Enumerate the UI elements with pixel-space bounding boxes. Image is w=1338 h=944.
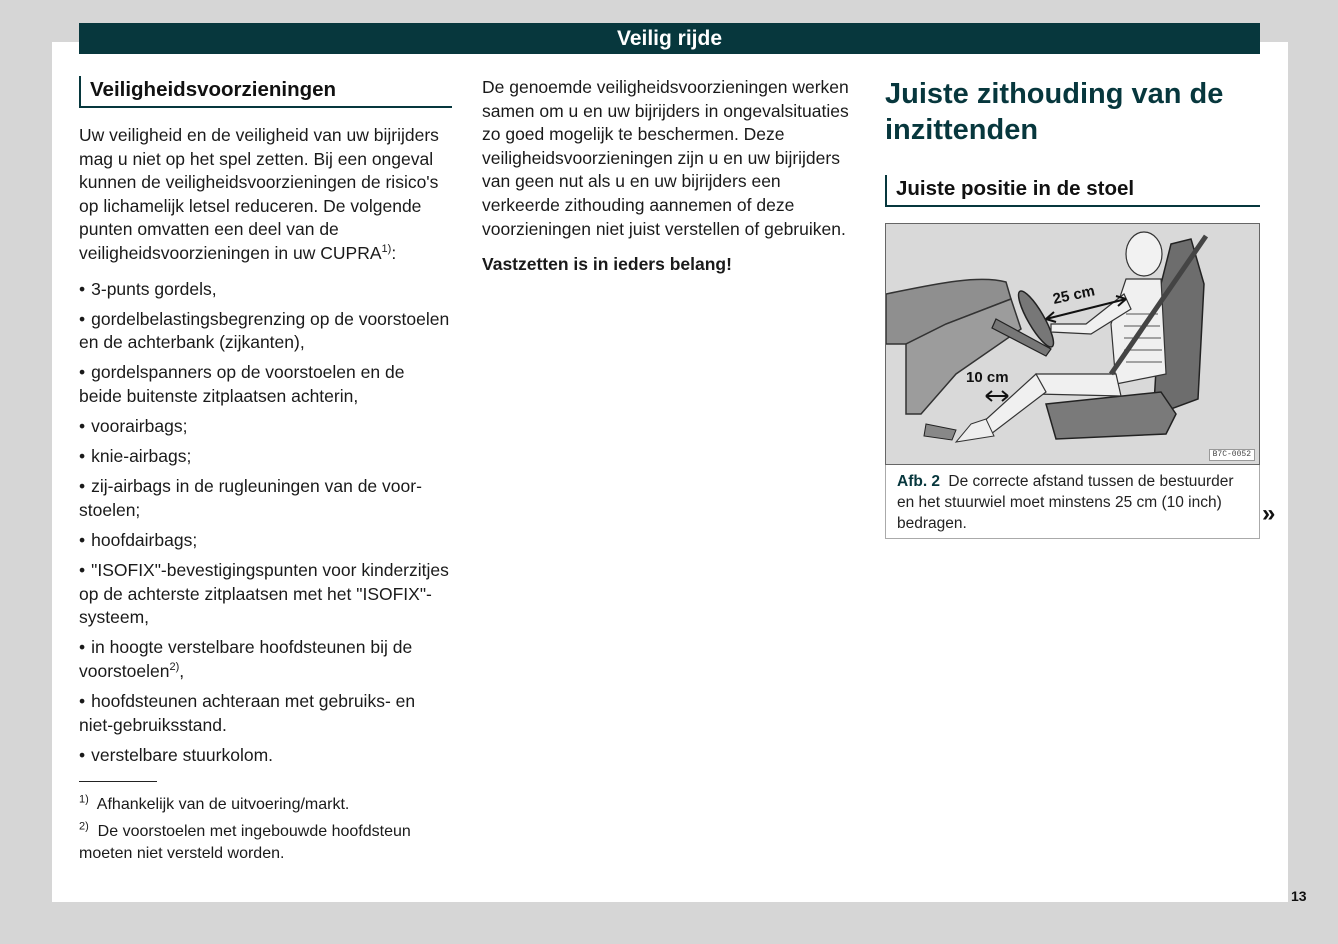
label-10cm: 10 cm xyxy=(966,369,1009,386)
pedal xyxy=(924,424,956,440)
list-item: • knie-airbags; xyxy=(79,445,452,469)
chapter-header: Veilig rijde xyxy=(79,23,1260,54)
safety-feature-list xyxy=(79,278,452,768)
list-item: • hoofdairbags; xyxy=(79,529,452,553)
column-3 xyxy=(885,76,1260,539)
footnote-ref-2: 2) xyxy=(169,661,180,674)
column-2 xyxy=(482,76,856,277)
figure-code: B7C-0052 xyxy=(1209,449,1255,461)
footnote-2 xyxy=(79,821,452,865)
footnote-divider xyxy=(79,781,157,782)
caption-text: De correcte afstand tussen de bestuurder en het stuurwiel moet minstens 25 cm (10 inch) bedragen. xyxy=(897,473,1234,532)
page-title: Juiste zithouding van de inzittenden xyxy=(885,78,1224,146)
footnote-ref-1: 1) xyxy=(381,243,392,256)
column-1 xyxy=(79,76,452,870)
list-item: • 3-punts gordels, xyxy=(79,278,452,302)
driver-illustration xyxy=(886,224,1258,464)
list-item-text: in hoogte verstelbare hoofdsteunen bij de voorstoelen xyxy=(79,637,413,681)
head xyxy=(1126,232,1162,276)
subsection-heading: Juiste positie in de stoel xyxy=(885,175,1260,207)
label-25cm: 25 cm xyxy=(1051,282,1097,308)
footnote-mark: 1) xyxy=(79,793,89,806)
list-item: • hoofdsteunen achteraan met gebruiks- en niet-gebruiksstand. xyxy=(79,690,452,737)
footnote-text: Afhankelijk van de uitvoering/markt. xyxy=(96,796,350,814)
intro-end: : xyxy=(391,242,397,263)
intro-paragraph xyxy=(79,124,452,266)
body-paragraph: De genoemde veiligheidsvoorzieningen werken samen om u en uw bijrijders in ongevalsituaties zo goed mogelijk te beschermen. Deze veiligheidsvoorzieningen zijn u en uw bijrijders van geen nut als u en uw bijrijders een verkeerde zithouding aannemen of deze voorzieningen niet juist verstellen of gebruiken. xyxy=(482,77,849,239)
list-item: • gordelspanners op de voorstoelen en de beide buitenste zitplaatsen achterin, xyxy=(79,361,452,408)
footnote-1 xyxy=(79,794,452,816)
seat-cushion xyxy=(1046,392,1176,439)
section-heading-safety: Veiligheidsvoorzieningen xyxy=(79,76,452,108)
intro-text: Uw veiligheid en de veiligheid van uw bijrijders mag u niet op het spel zetten. Bij een ongeval kunnen de veiligheidsvoorzieningen de risico's op lichamelijk letsel reduceren. De volgende punten omvatten een deel van de veiligheidsvoorzieningen in uw CUPRA xyxy=(79,125,439,263)
list-item-end: , xyxy=(179,660,185,681)
continue-mark: » xyxy=(1262,500,1276,527)
list-item: • zij-airbags in de rugleuningen van de voorstoelen; xyxy=(79,475,452,522)
footnote-text: De voorstoelen met ingebouwde hoofdsteun moeten niet versteld worden. xyxy=(79,823,411,863)
page-number: 13 xyxy=(1291,888,1307,904)
list-item xyxy=(79,636,452,683)
footnote-mark: 2) xyxy=(79,820,89,833)
list-item: • gordelbelastingsbegrenzing op de voorstoelen en de achterbank (zijkanten), xyxy=(79,308,452,355)
thigh xyxy=(1036,374,1121,396)
seating-position-figure xyxy=(885,223,1260,465)
caption-label: Afb. 2 xyxy=(897,473,941,490)
list-item: • "ISOFIX"-bevestigingspunten voor kinderzitjes op de achterste zitplaatsen met het "ISOFIX"-systeem, xyxy=(79,559,452,630)
list-item: • verstelbare stuurkolom. xyxy=(79,744,452,768)
figure-caption xyxy=(885,465,1260,539)
bold-statement: Vastzetten is in ieders belang! xyxy=(482,254,732,275)
list-item: • voorairbags; xyxy=(79,415,452,439)
